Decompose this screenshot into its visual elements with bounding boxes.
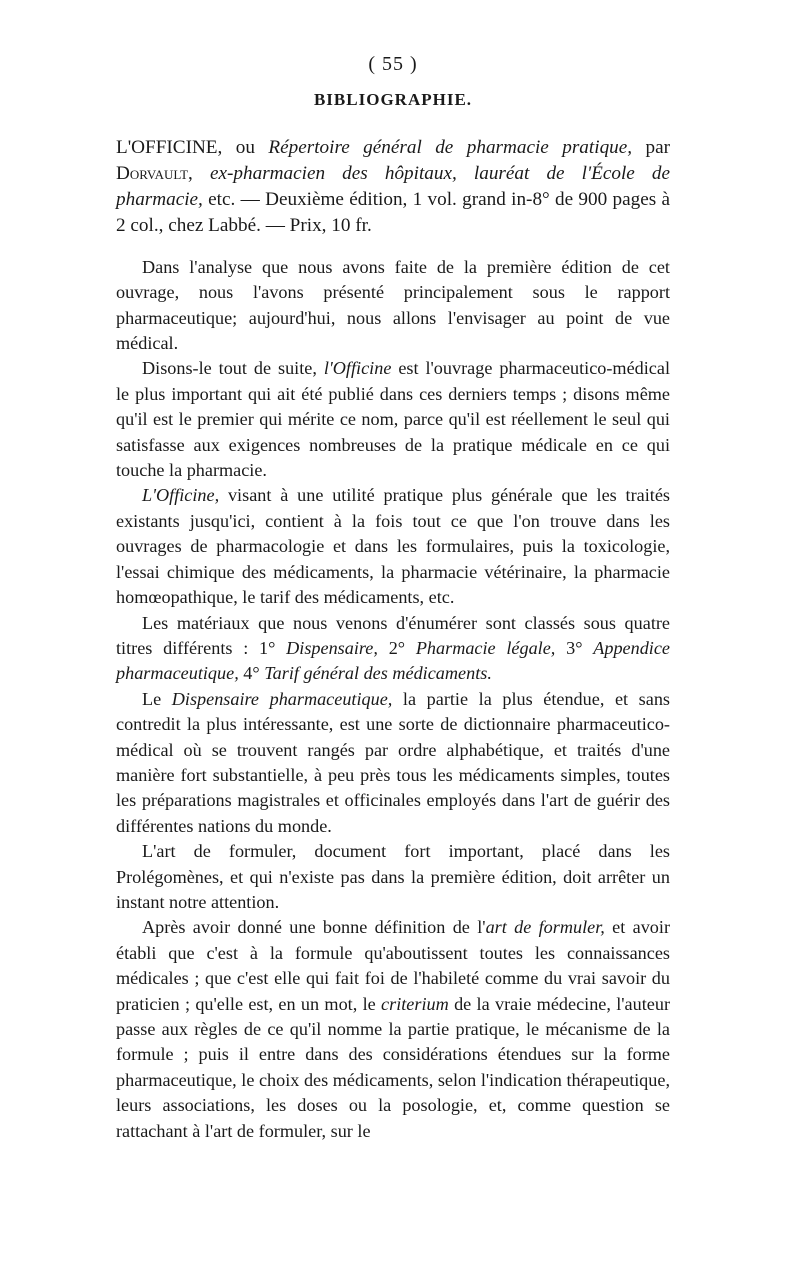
text-run: est l'ouvrage pharmaceutico-médical le plus important qui ait été publié dans ces derniers temps ; disons même qu'il est le premier qui mérite ce nom, parce qu'il est réellement le seul qui satisfasse aux exigences nombreuses de la pratique médicale en ce qui touche la pharmacie. [116, 358, 671, 481]
text-run: 3° [555, 637, 594, 658]
paragraph-5 [116, 687, 670, 839]
entry-text: par [632, 136, 671, 158]
text-run: Le [142, 688, 172, 709]
italic-run: Tarif général des médicaments. [264, 663, 492, 684]
text-run: et avoir établi que c'est à la formule qu'aboutissent toutes les connaissances médicales ; que c'est elle qui fait foi de l'habileté comme du vrai savoir du praticien ; qu'elle est, en un mot, le [116, 917, 671, 1014]
text-run: 4° [238, 663, 265, 684]
entry-text [193, 163, 210, 184]
text-run: Les matériaux que nous venons d'énumérer sont classés sous quatre titres différents : 1° [116, 612, 670, 658]
italic-run: criterium [381, 993, 449, 1014]
text-run: visant à une utilité pratique plus générale que les traités existants jusqu'ici, contient à la fois tout ce que l'on trouve dans les ouvrages de pharmacologie et dans les formulaires, puis la toxicologie, l'essai chimique des médicaments, la pharmacie vétérinaire, la pharmacie homœopathique, le tarif des médicaments, etc. [116, 485, 670, 608]
paragraph-1: Dans l'analyse que nous avons faite de la première édition de cet ouvrage, nous l'avons présenté principalement sous le rapport pharmaceutique; aujourd'hui, nous allons l'envisager au point de vue médical. [116, 256, 670, 354]
bibliography-entry [116, 135, 670, 239]
entry-author-role: ex-pharmacien des hôpitaux, lauréat de l'École de pharmacie, [116, 162, 671, 210]
italic-run: art de formuler, [485, 917, 605, 938]
entry-subtitle: Répertoire général de pharmacie pratique, [268, 136, 633, 158]
text-run: Disons-le tout de suite, [142, 358, 324, 379]
entry-author: Dorvault, [116, 162, 193, 184]
italic-run: Dispensaire pharmaceutique, [171, 688, 393, 709]
entry-title: L'OFFICINE, [116, 136, 223, 158]
paragraph-4 [116, 611, 670, 687]
paragraph-2 [116, 356, 670, 483]
text-run: de la vraie médecine, l'auteur passe aux règles de ce qu'il nomme la partie pratique, le mécanisme de la formule ; puis il entre dans des considérations étendues sur la forme pharmaceutique, le choix des médicaments, selon l'indication thérapeutique, leurs associations, les doses ou la posologie, et, comme question se rattachant à l'art de formuler, sur le [116, 993, 670, 1141]
page-number: ( 55 ) [368, 53, 418, 75]
paragraph-3 [116, 483, 670, 610]
text-run: 2° [377, 637, 416, 658]
paragraph-6: L'art de formuler, document fort important, placé dans les Prolégomènes, et qui n'existe pas dans la première édition, doit arrêter un instant notre attention. [116, 841, 670, 912]
text-run: Après avoir donné une bonne définition de l' [142, 917, 486, 938]
entry-publication-details: etc. — Deuxième édition, 1 vol. grand in-8° de 900 pages à 2 col., chez Labbé. — Prix, 10 fr. [116, 188, 670, 236]
paragraph-7 [116, 915, 670, 1144]
italic-run: Dispensaire, [286, 637, 378, 658]
text-run: la partie la plus étendue, et sans contredit la plus intéressante, est une sorte de dictionnaire pharmaceutico-médical où se trouvent rangés par ordre alphabétique, et traités d'une manière fort substantielle, à peu près tous les médicaments simples, toutes les préparations magistrales et officinales employés dans l'art de guérir des différentes nations du monde. [116, 688, 670, 836]
italic-run: L'Officine, [142, 485, 220, 506]
italic-run: Appendice pharmaceutique, [116, 637, 670, 684]
section-heading: BIBLIOGRAPHIE. [313, 90, 473, 110]
italic-run: l'Officine [323, 358, 392, 379]
book-page [116, 52, 670, 1144]
italic-run: Pharmacie légale, [415, 637, 556, 658]
entry-text: ou [222, 136, 269, 158]
